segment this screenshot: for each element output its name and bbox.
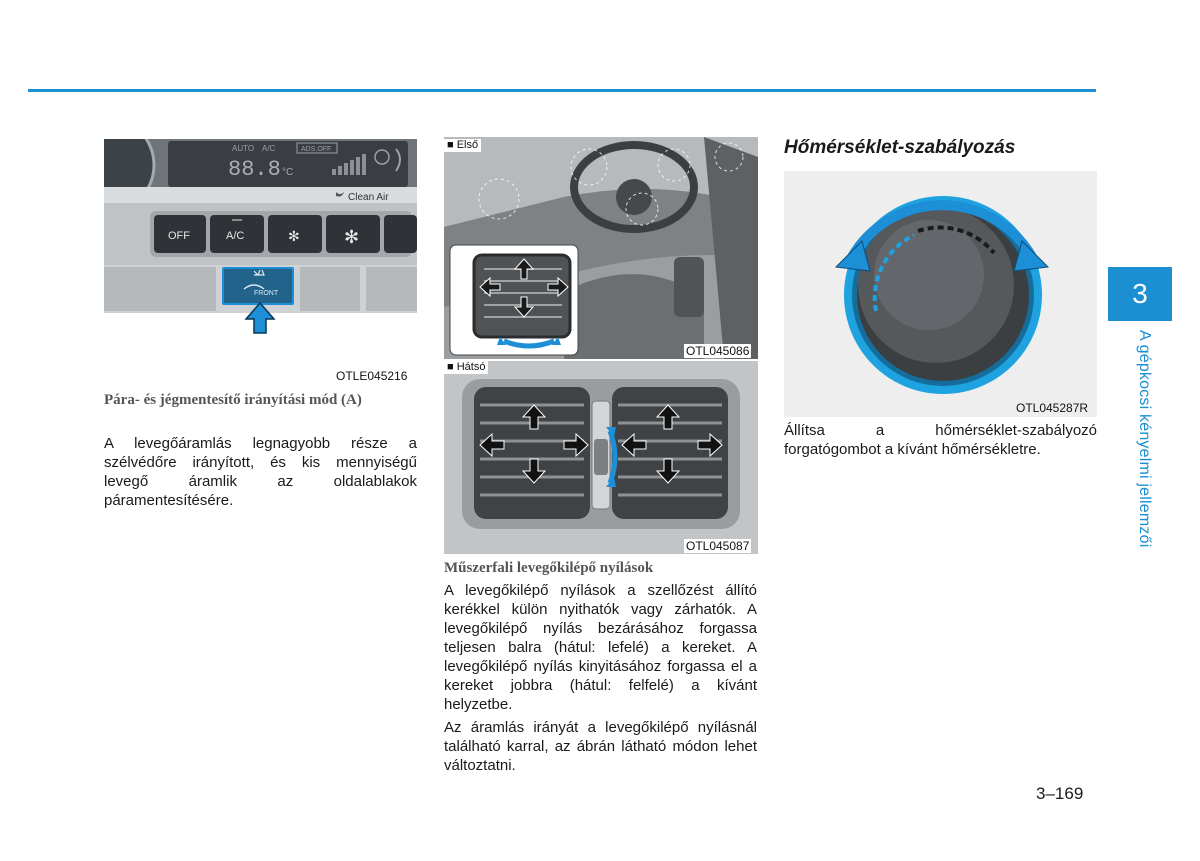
front-vent-code: OTL045086 xyxy=(686,344,750,358)
top-rule xyxy=(28,89,1096,92)
temperature-knob-figure xyxy=(784,171,1097,417)
chapter-tab: 3 xyxy=(1108,267,1172,321)
clean-air-label: Clean Air xyxy=(348,192,389,203)
off-button[interactable] xyxy=(154,215,206,253)
front-vent-figure xyxy=(444,137,758,359)
figure-code: OTLE045216 xyxy=(336,369,408,383)
chapter-title: A gépkocsi kényelmi jellemzői xyxy=(1136,330,1153,548)
front-defrost-button[interactable] xyxy=(222,267,294,305)
vents-body-1: A levegőkilépő nyílások a szellőzést állító kerékkel külön nyithatók vagy zárhatók. A levegőkilépő nyílás bezárásához forgassa teljesen balra (hátul: lefelé) a kereket. A levegőkilépő nyílás kinyitásához forgassa el a kereket jobbra (hátul: felfelé) a kívánt helyzetbe. xyxy=(444,582,757,713)
display-auto-text: AUTO xyxy=(232,144,255,153)
temperature-knob-illustration xyxy=(784,171,1097,417)
temperature-heading: Hőmérséklet-szabályozás xyxy=(784,137,1016,158)
vents-heading: Műszerfali levegőkilépő nyílások xyxy=(444,560,654,576)
fan-up-button[interactable] xyxy=(326,215,380,253)
svg-text:A/C: A/C xyxy=(226,230,245,242)
page-number: 3–169 xyxy=(1036,784,1084,803)
fan-down-button[interactable] xyxy=(268,215,322,253)
defrost-body: A levegőáramlás legnagyobb része a szélvédőre irányított, és kis mennyiségű levegő áramlik az oldalablakok páramentesítésére. xyxy=(104,435,417,509)
ac-button[interactable] xyxy=(210,215,264,253)
climate-panel-figure xyxy=(104,139,417,388)
display-unit: °C xyxy=(282,167,294,178)
display-ads-text: ADS.OFF xyxy=(301,146,332,153)
svg-text:OFF: OFF xyxy=(168,230,190,242)
rear-vent-illustration xyxy=(444,361,758,554)
knob-figure-code: OTL045287R xyxy=(1016,401,1089,415)
rear-thumbwheel xyxy=(594,439,608,475)
fan-small-icon: ✻ xyxy=(288,229,300,245)
fan-large-icon: ✻ xyxy=(344,227,360,248)
defrost-heading: Pára- és jégmentesítő irányítási mód (A) xyxy=(104,392,362,408)
front-vent-illustration xyxy=(444,137,758,359)
vents-body-2: Az áramlás irányát a levegőkilépő nyílásnál található karral, az ábrán látható módon lehet változtatni. xyxy=(444,719,757,774)
display-temperature: 88.8 xyxy=(228,157,281,182)
rear-vent-label: ■ Hátsó xyxy=(444,361,488,374)
display-ac-text: A/C xyxy=(262,144,276,153)
rear-vent-figure xyxy=(444,361,758,554)
climate-panel-illustration xyxy=(104,139,417,388)
temperature-body: Állítsa a hőmérséklet-szabályozó forgatógombot a kívánt hőmérsékletre. xyxy=(784,422,1097,458)
front-label: FRONT xyxy=(254,290,279,297)
rear-vent-code: OTL045087 xyxy=(686,539,750,553)
front-vent-label: ■ Első xyxy=(444,139,481,152)
